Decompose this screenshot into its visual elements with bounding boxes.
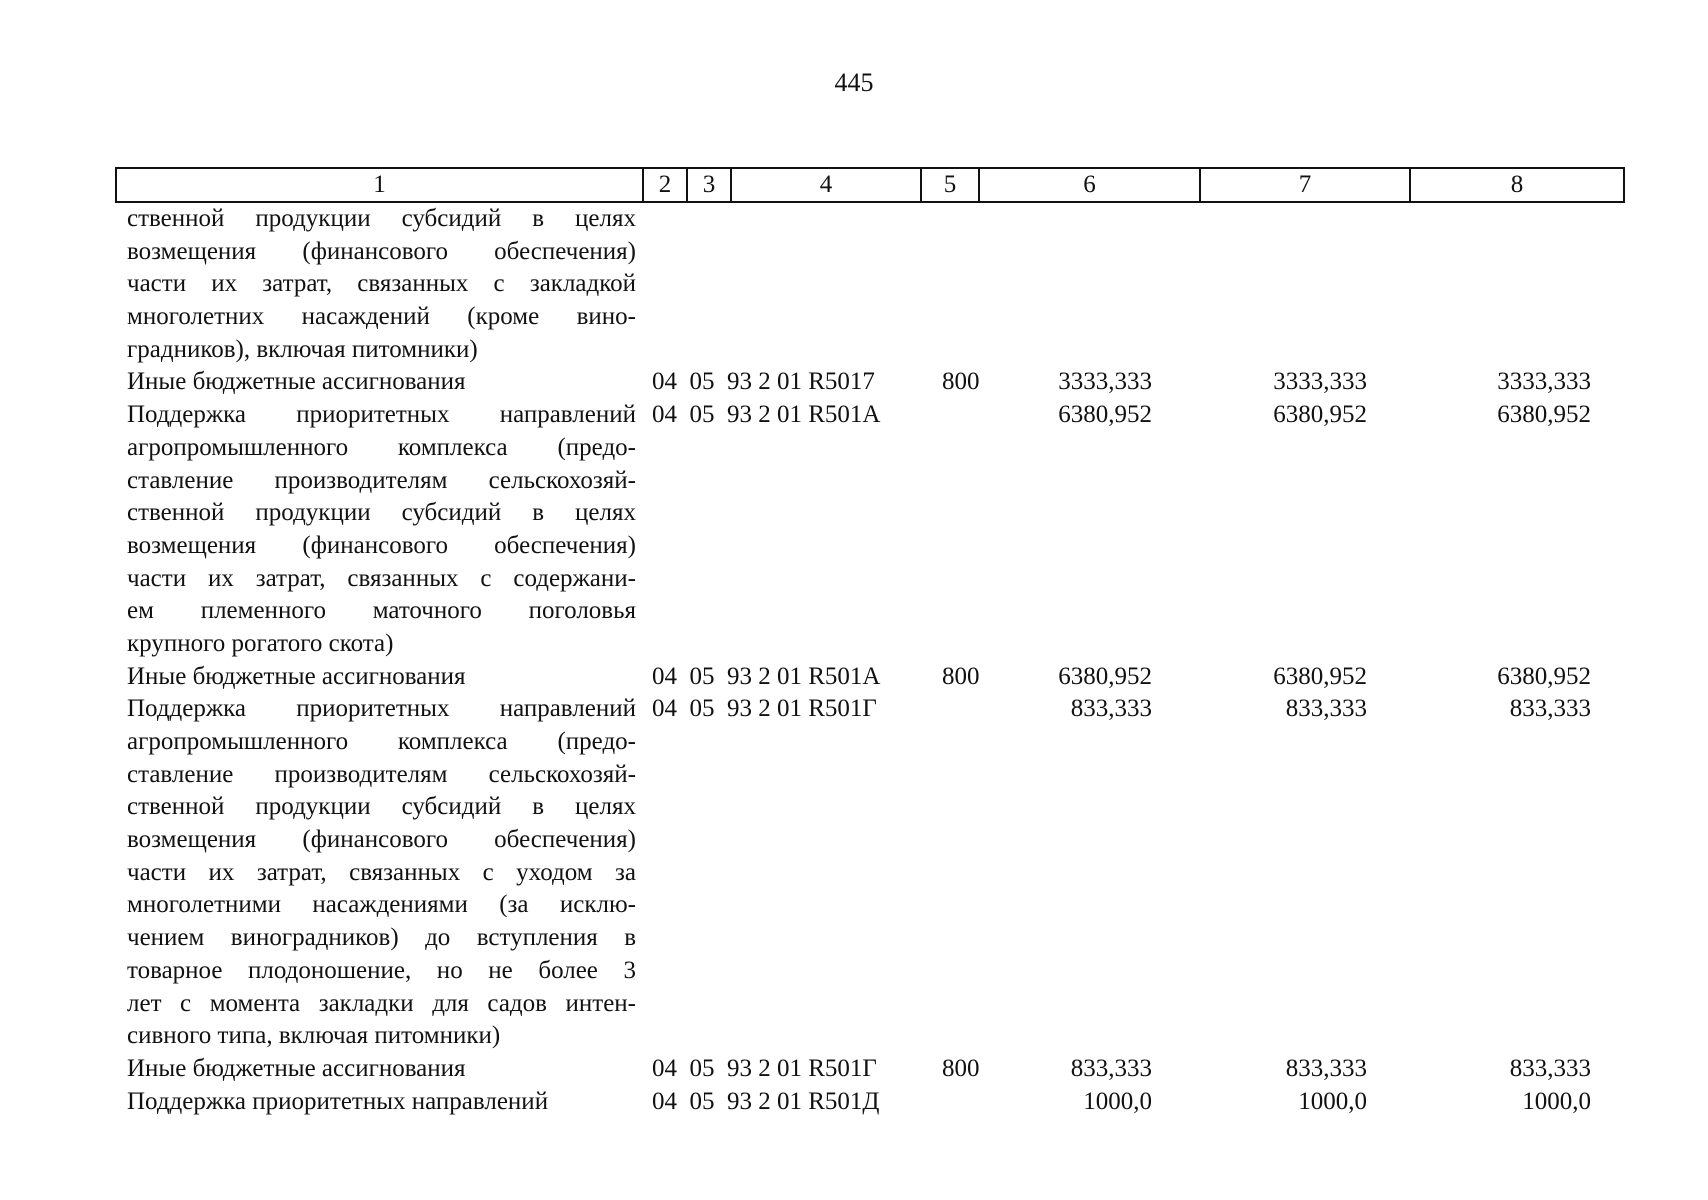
header-col-2: 2 — [644, 169, 688, 201]
header-col-7: 7 — [1201, 169, 1411, 201]
row-code: 04 05 93 2 01 R501Г — [652, 695, 877, 723]
table-row — [115, 1053, 1625, 1086]
row-description — [115, 1086, 642, 1119]
row-value-col7: 3333,333 — [1273, 368, 1367, 396]
row-value-col7: 1000,0 — [1298, 1087, 1367, 1115]
row-value-col6 — [1002, 203, 1207, 366]
page-number: 445 — [834, 68, 874, 97]
row-value-col8: 1000,0 — [1522, 1087, 1591, 1115]
header-col-8: 8 — [1510, 171, 1524, 198]
row-value-col6: 6380,952 — [1058, 401, 1152, 429]
table-body — [115, 203, 1625, 1118]
row-description — [115, 366, 642, 399]
row-expense-type — [942, 693, 1002, 1053]
description-line: Иные бюджетные ассигнования — [127, 368, 466, 396]
row-code — [642, 203, 942, 366]
row-value-col8 — [1417, 203, 1625, 366]
description-line: Иные бюджетные ассигнования — [127, 1054, 466, 1082]
row-description — [115, 399, 642, 661]
row-value-col6: 3333,333 — [1058, 368, 1152, 396]
header-col-6: 6 — [980, 169, 1201, 201]
row-value-col8: 833,333 — [1509, 695, 1591, 723]
table-row — [115, 203, 1625, 366]
description-line: чением виноградников) до вступления в — [127, 924, 636, 952]
description-line: ственной продукции субсидий в целях — [127, 205, 636, 232]
row-value-col6: 833,333 — [1070, 1054, 1152, 1082]
row-value-col7: 6380,952 — [1273, 401, 1367, 429]
row-value-col7: 6380,952 — [1273, 662, 1367, 690]
row-expense-type — [942, 1086, 1002, 1119]
row-expense-type — [942, 203, 1002, 366]
description-line: многолетних насаждений (кроме вино- — [127, 303, 636, 331]
description-line: ем племенного маточного поголовья — [127, 597, 636, 625]
table-row — [115, 693, 1625, 1053]
row-code: 04 05 93 2 01 R5017 — [652, 368, 875, 396]
description-line: части их затрат, связанных с содержани- — [127, 564, 636, 592]
row-expense-type: 800 — [942, 1054, 980, 1082]
description-line: Поддержка приоритетных направлений — [127, 695, 636, 723]
row-value-col8: 6380,952 — [1497, 401, 1591, 429]
header-col-4: 4 — [732, 169, 922, 201]
description-line: агропромышленного комплекса (предо- — [127, 433, 636, 461]
row-value-col7: 833,333 — [1285, 695, 1367, 723]
description-line: возмещения (финансового обеспечения) — [127, 826, 636, 854]
description-line: ственной продукции субсидий в целях — [127, 793, 636, 821]
description-line: лет с момента закладки для садов интен- — [127, 989, 636, 1017]
description-line: ставление производителям сельскохозяй- — [127, 760, 636, 788]
description-line: ственной продукции субсидий в целях — [127, 499, 636, 527]
header-col-3: 3 — [688, 169, 732, 201]
table-row — [115, 366, 1625, 399]
description-line: части их затрат, связанных с уходом за — [127, 858, 636, 886]
row-description — [115, 661, 642, 694]
description-line: возмещения (финансового обеспечения) — [127, 531, 636, 559]
description-line: Иные бюджетные ассигнования — [127, 662, 466, 690]
table-row — [115, 661, 1625, 694]
row-value-col8: 833,333 — [1509, 1054, 1591, 1082]
row-description — [115, 203, 642, 366]
description-line: Поддержка приоритетных направлений — [127, 401, 636, 429]
row-description — [115, 1053, 642, 1086]
row-value-col7 — [1207, 203, 1417, 366]
table-row — [115, 399, 1625, 661]
row-value-col6: 1000,0 — [1083, 1087, 1152, 1115]
description-line: градников), включая питомники) — [127, 335, 478, 363]
row-value-col7: 833,333 — [1285, 1054, 1367, 1082]
description-line: части их затрат, связанных с закладкой — [127, 270, 636, 298]
header-col-1: 1 — [117, 169, 644, 201]
row-code: 04 05 93 2 01 R501Д — [652, 1087, 880, 1115]
table-row — [115, 1086, 1625, 1119]
row-code: 04 05 93 2 01 R501А — [652, 662, 881, 690]
description-line: агропромышленного комплекса (предо- — [127, 728, 636, 756]
row-value-col8: 3333,333 — [1497, 368, 1591, 396]
row-code: 04 05 93 2 01 R501А — [652, 401, 881, 429]
row-expense-type — [942, 399, 1002, 661]
row-code: 04 05 93 2 01 R501Г — [652, 1054, 877, 1082]
description-line: Поддержка приоритетных направлений — [127, 1087, 549, 1115]
row-value-col6: 6380,952 — [1058, 662, 1152, 690]
row-expense-type: 800 — [942, 368, 980, 396]
row-expense-type: 800 — [942, 662, 980, 690]
row-description — [115, 693, 642, 1053]
description-line: ставление производителям сельскохозяй- — [127, 466, 636, 494]
description-line: товарное плодоношение, но не более 3 — [127, 956, 636, 984]
table-header — [115, 167, 1625, 203]
description-line: сивного типа, включая питомники) — [127, 1022, 501, 1050]
row-value-col6: 833,333 — [1070, 695, 1152, 723]
description-line: возмещения (финансового обеспечения) — [127, 237, 636, 265]
description-line: крупного рогатого скота) — [127, 629, 394, 657]
description-line: многолетними насаждениями (за исклю- — [127, 891, 636, 919]
row-value-col8: 6380,952 — [1497, 662, 1591, 690]
header-col-5: 5 — [922, 169, 980, 201]
